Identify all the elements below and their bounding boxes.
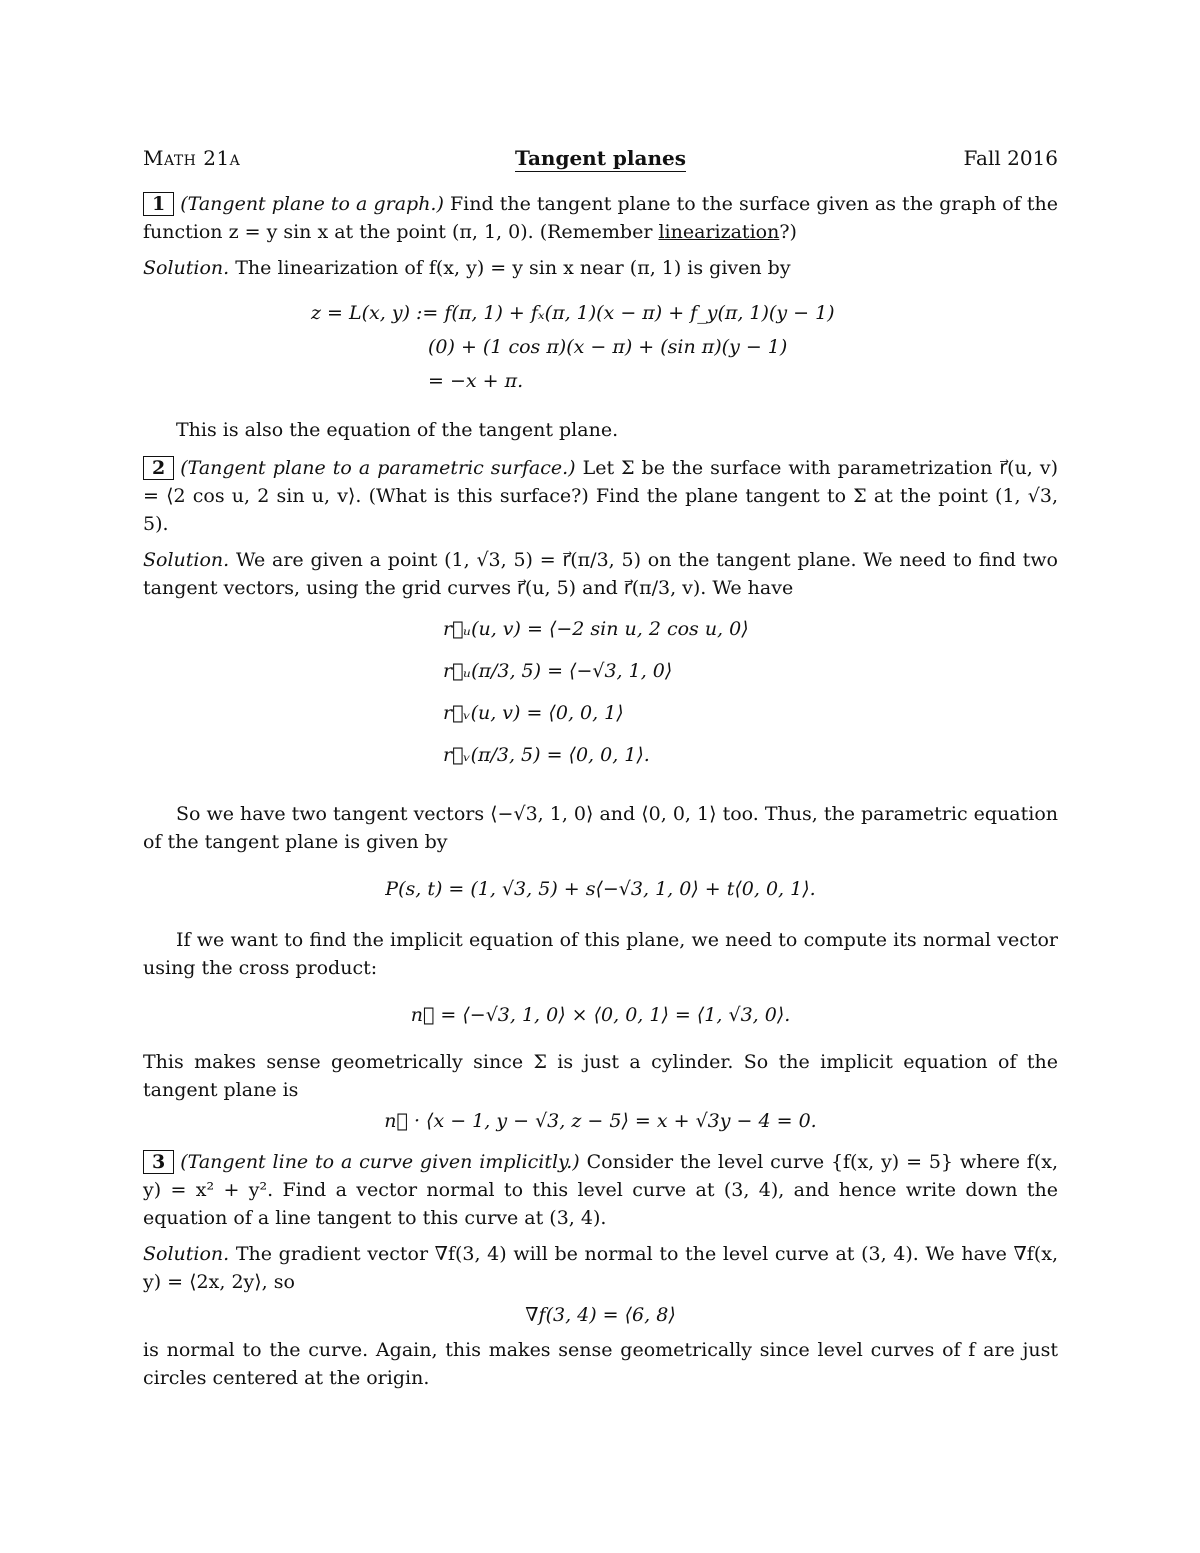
equation-block-2 bbox=[143, 618, 1058, 786]
page-title bbox=[143, 146, 1058, 170]
equation: n⃗ · ⟨x − 1, y − √3, z − 5⟩ = x + √3y − 4 = 0. bbox=[384, 1110, 817, 1132]
equation: ∇f(3, 4) = ⟨6, 8⟩ bbox=[525, 1304, 676, 1326]
page bbox=[143, 140, 1058, 1392]
solution-3 bbox=[143, 1240, 1058, 1296]
page-title-text: Tangent planes bbox=[515, 146, 686, 170]
equation-block-1 bbox=[143, 302, 1058, 404]
solution-text: The linearization of f(x, y) = y sin x near (π, 1) is given by bbox=[235, 257, 791, 279]
equation: r⃗ᵥ(π/3, 5) = ⟨0, 0, 1⟩. bbox=[443, 744, 650, 766]
equation: r⃗ᵥ(u, v) = ⟨0, 0, 1⟩ bbox=[443, 702, 624, 724]
linearization-link: linearization bbox=[658, 221, 780, 243]
problem-number: 2 bbox=[143, 456, 174, 480]
solution-label: Solution. bbox=[143, 1243, 230, 1265]
problem-2 bbox=[143, 454, 1058, 538]
equation: = −x + π. bbox=[428, 370, 524, 392]
solution-label: Solution. bbox=[143, 257, 230, 279]
equation: z = L(x, y) := f(π, 1) + fₓ(π, 1)(x − π) + f_y(π, 1)(y − 1) bbox=[311, 302, 835, 324]
equation: (0) + (1 cos π)(x − π) + (sin π)(y − 1) bbox=[428, 336, 788, 358]
solution-2 bbox=[143, 546, 1058, 602]
problem-text: Let Σ be the surface with parametrization r⃗(u, v) = ⟨2 cos u, 2 sin u, v⟩. (What is this surface?) Find the plane tangent to Σ at the point (1, √3, 5). bbox=[143, 457, 1059, 535]
equation: r⃗ᵤ(u, v) = ⟨−2 sin u, 2 cos u, 0⟩ bbox=[443, 618, 749, 640]
problem-lead: (Tangent plane to a parametric surface.) bbox=[180, 457, 576, 479]
problem-text-end: ?) bbox=[779, 221, 797, 243]
problem-number: 3 bbox=[143, 1150, 174, 1174]
paragraph: If we want to find the implicit equation of this plane, we need to compute its normal vector using the cross product: bbox=[143, 929, 1058, 979]
problem-3 bbox=[143, 1148, 1058, 1232]
problem-1 bbox=[143, 190, 1058, 246]
term-label: Fall 2016 bbox=[963, 146, 1058, 170]
header bbox=[143, 140, 1058, 176]
equation: r⃗ᵤ(π/3, 5) = ⟨−√3, 1, 0⟩ bbox=[443, 660, 673, 682]
problem-text: Find the tangent plane to the surface given as the graph of the function z = y sin x at the point (π, 1, 0). (Remember bbox=[143, 193, 1058, 243]
equation: n⃗ = ⟨−√3, 1, 0⟩ × ⟨0, 0, 1⟩ = ⟨1, √3, 0⟩. bbox=[410, 1004, 791, 1026]
course-label: Math 21a bbox=[143, 146, 241, 170]
paragraph: is normal to the curve. Again, this makes sense geometrically since level curves of f are just circles centered at the origin. bbox=[143, 1339, 1058, 1389]
solution-1 bbox=[143, 254, 1058, 282]
solution-text: We are given a point (1, √3, 5) = r⃗(π/3, 5) on the tangent plane. We need to find two tangent vectors, using the grid curves r⃗(u, 5) and r⃗(π/3, v). We have bbox=[143, 549, 1058, 599]
equation: P(s, t) = (1, √3, 5) + s⟨−√3, 1, 0⟩ + t⟨0, 0, 1⟩. bbox=[385, 878, 816, 900]
paragraph: This is also the equation of the tangent plane. bbox=[176, 419, 619, 441]
solution-label: Solution. bbox=[143, 549, 230, 571]
solution-text: The gradient vector ∇f(3, 4) will be normal to the level curve at (3, 4). We have ∇f(x, y) = ⟨2x, 2y⟩, so bbox=[143, 1243, 1058, 1293]
paragraph: So we have two tangent vectors ⟨−√3, 1, 0⟩ and ⟨0, 0, 1⟩ too. Thus, the parametric equation of the tangent plane is given by bbox=[143, 803, 1058, 853]
problem-lead: (Tangent line to a curve given implicitly.) bbox=[180, 1151, 580, 1173]
problem-text: Consider the level curve {f(x, y) = 5} where f(x, y) = x² + y². Find a vector normal to this level curve at (3, 4), and hence write down the equation of a line tangent to this curve at (3, 4). bbox=[143, 1151, 1058, 1229]
problem-lead: (Tangent plane to a graph.) bbox=[180, 193, 444, 215]
paragraph: This makes sense geometrically since Σ is just a cylinder. So the implicit equation of the tangent plane is bbox=[143, 1051, 1058, 1101]
problem-number: 1 bbox=[143, 192, 174, 216]
